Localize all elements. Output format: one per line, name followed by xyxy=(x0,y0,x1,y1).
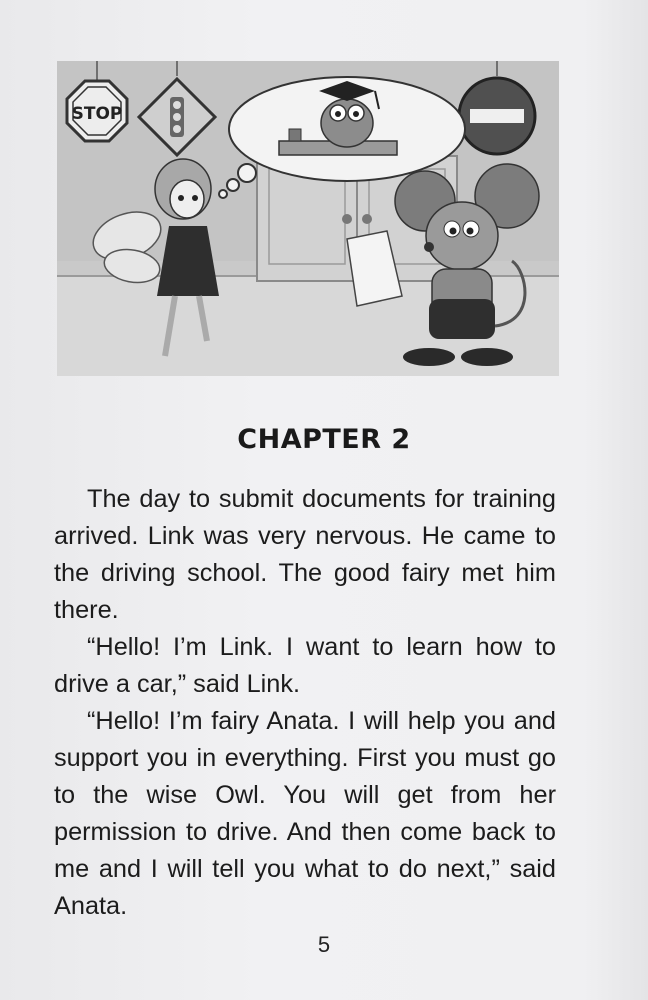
paragraph: “Hello! I’m Link. I want to learn how to drive a car,” said Link. xyxy=(54,633,556,698)
stop-sign-text: STOP xyxy=(71,104,123,124)
paragraph: The day to submit documents for training arrived. Link was very nervous. He came to the driving school. The good fairy met him there. xyxy=(54,485,556,624)
chapter-body xyxy=(54,481,556,925)
chapter-title: CHAPTER 2 xyxy=(237,424,411,455)
page-number: 5 xyxy=(317,932,331,957)
chapter-illustration xyxy=(57,61,559,376)
paragraph: “Hello! I’m fairy Anata. I will help you and support you in everything. First you must go to the wise Owl. You will get from her permission to drive. And then come back to me and I will tell you what to do next,” said Anata. xyxy=(54,707,556,920)
